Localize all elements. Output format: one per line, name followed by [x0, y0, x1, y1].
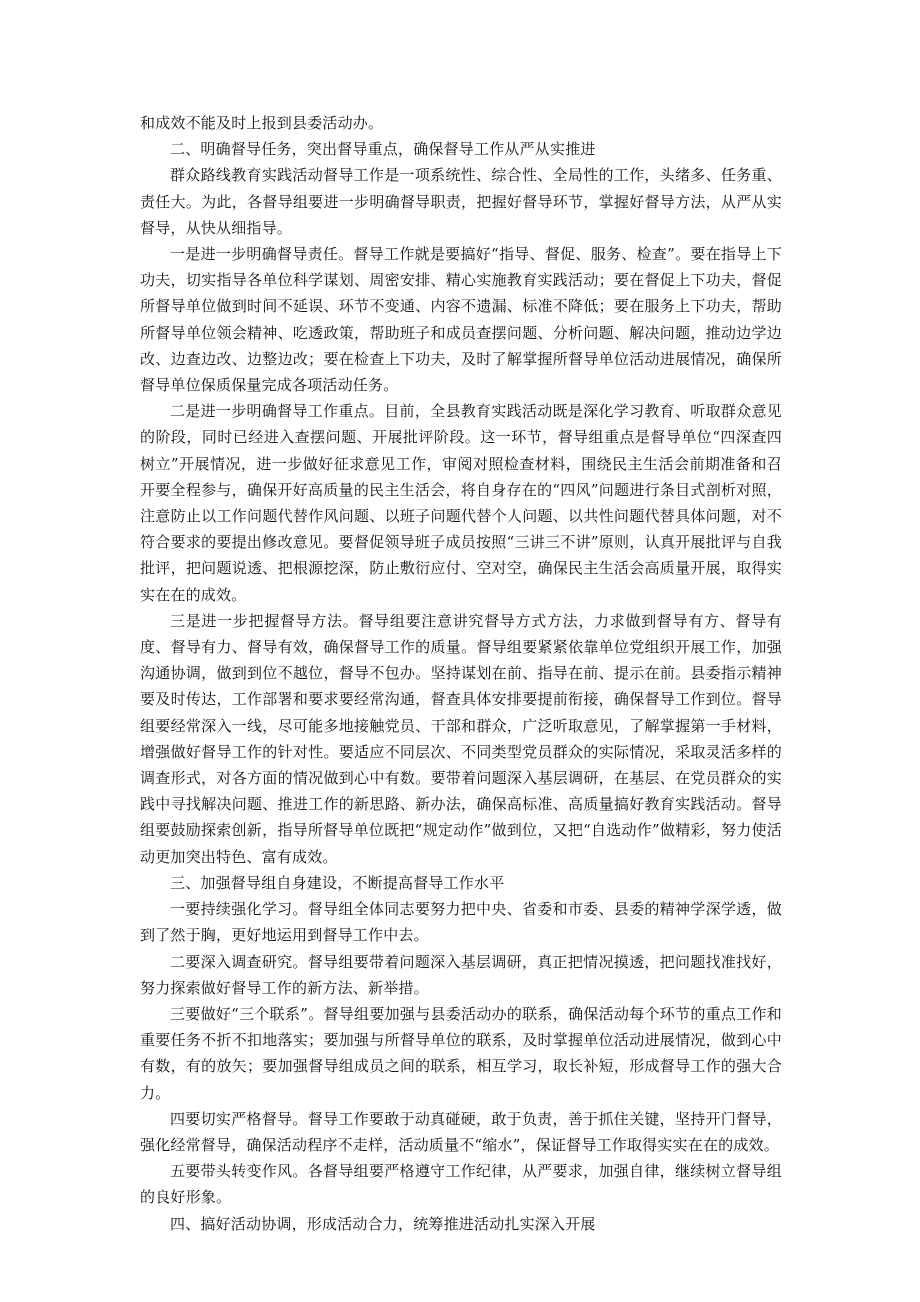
section-heading-3: 三、加强督导组自身建设，不断提高督导工作水平: [170, 873, 505, 892]
paragraph: 三要做好“三个联系”。督导组要加强与县委活动办的联系，确保活动每个环节的重点工作和重要任务不折不扣地落实；要加强与所督导单位的联系，及时掌握单位活动进展情况，做到心中有数，有的放矢；要加强督导组成员之间的联系，相互学习，取长补短，形成督导工作的强大合力。: [140, 1004, 782, 1102]
paragraph: 五要带头转变作风。各督导组要严格遵守工作纪律，从严要求，加强自律，继续树立督导组的良好形象。: [140, 1162, 782, 1207]
paragraph: 一要持续强化学习。督导组全体同志要努力把中央、省委和市委、县委的精神学深学透，做到了然于胸，更好地运用到督导工作中去。: [140, 900, 782, 945]
section-heading-2: 二、明确督导任务，突出督导重点，确保督导工作从严从实推进: [170, 140, 596, 159]
paragraph: 二是进一步明确督导工作重点。目前，全县教育实践活动既是深化学习教育、听取群众意见的阶段，同时已经进入查摆问题、开展批评阶段。这一环节，督导组重点是督导单位“四深查四树立”开展情况，进一步做好征求意见工作，审阅对照检查材料，围绕民主生活会前期准备和召开要全程参与，确保开好高质量的民主生活会，将自身存在的“四风”问题进行条目式剖析对照，注意防止以工作问题代替作风问题、以班子问题代替个人问题、以共性问题代替具体问题，对不符合要求的要提出修改意见。要督促领导班子成员按照“三讲三不讲”原则，认真开展批评与自我批评，把问题说透、把根源挖深，防止敷衍应付、空对空，确保民主生活会高质量开展，取得实实在在的成效。: [140, 402, 782, 604]
paragraph: 四要切实严格督导。督导工作要敢于动真碰硬，敢于负责，善于抓住关键，坚持开门督导，强化经常督导，确保活动程序不走样，活动质量不“缩水”，保证督导工作取得实实在在的成效。: [140, 1109, 782, 1154]
paragraph: 三是进一步把握督导方法。督导组要注意讲究督导方式方法，力求做到督导有方、督导有度、督导有力、督导有效，确保督导工作的质量。督导组要紧紧依靠单位党组织开展工作，加强沟通协调，做到到位不越位，督导不包办。坚持谋划在前、指导在前、提示在前。县委指示精神要及时传达，工作部署和要求要经常沟通，督查具体安排要提前衔接，确保督导工作到位。督导组要经常深入一线，尽可能多地接触党员、干部和群众，广泛听取意见，了解掌握第一手材料，增强做好督导工作的针对性。要适应不同层次、不同类型党员群众的实际情况，采取灵活多样的调查形式，对各方面的情况做到心中有数。要带着问题深入基层调研，在基层、在党员群众的实践中寻找解决问题、推进工作的新思路、新办法，确保高标准、高质量搞好教育实践活动。督导组要鼓励探索创新，指导所督导单位既把“规定动作”做到位，又把“自选动作”做精彩，努力使活动更加突出特色、富有成效。: [140, 611, 782, 866]
document-body: [140, 110, 782, 1237]
paragraph: 一是进一步明确督导责任。督导工作就是要搞好“指导、督促、服务、检查”。要在指导上下功夫，切实指导各单位科学谋划、周密安排、精心实施教育实践活动；要在督促上下功夫，督促所督导单位做到时间不延误、环节不变通、内容不遗漏、标准不降低；要在服务上下功夫，帮助所督导单位领会精神、吃透政策，帮助班子和成员查摆问题、分析问题、解决问题，推动边学边改、边查边改、边整边改；要在检查上下功夫，及时了解掌握所督导单位活动进展情况，确保所督导单位保质保量完成各项活动任务。: [140, 245, 782, 395]
paragraph: 二要深入调查研究。督导组要带着问题深入基层调研，真正把情况摸透，把问题找准找好，努力探索做好督导工作的新方法、新举措。: [140, 952, 782, 997]
paragraph: 群众路线教育实践活动督导工作是一项系统性、综合性、全局性的工作，头绪多、任务重、责任大。为此，各督导组要进一步明确督导职责，把握好督导环节，掌握好督导方法，从严从实督导，从快从细指导。: [140, 166, 782, 237]
paragraph-continuation: 和成效不能及时上报到县委活动办。: [140, 114, 384, 132]
section-heading-4: 四、搞好活动协调，形成活动合力，统筹推进活动扎实深入开展: [170, 1214, 596, 1233]
